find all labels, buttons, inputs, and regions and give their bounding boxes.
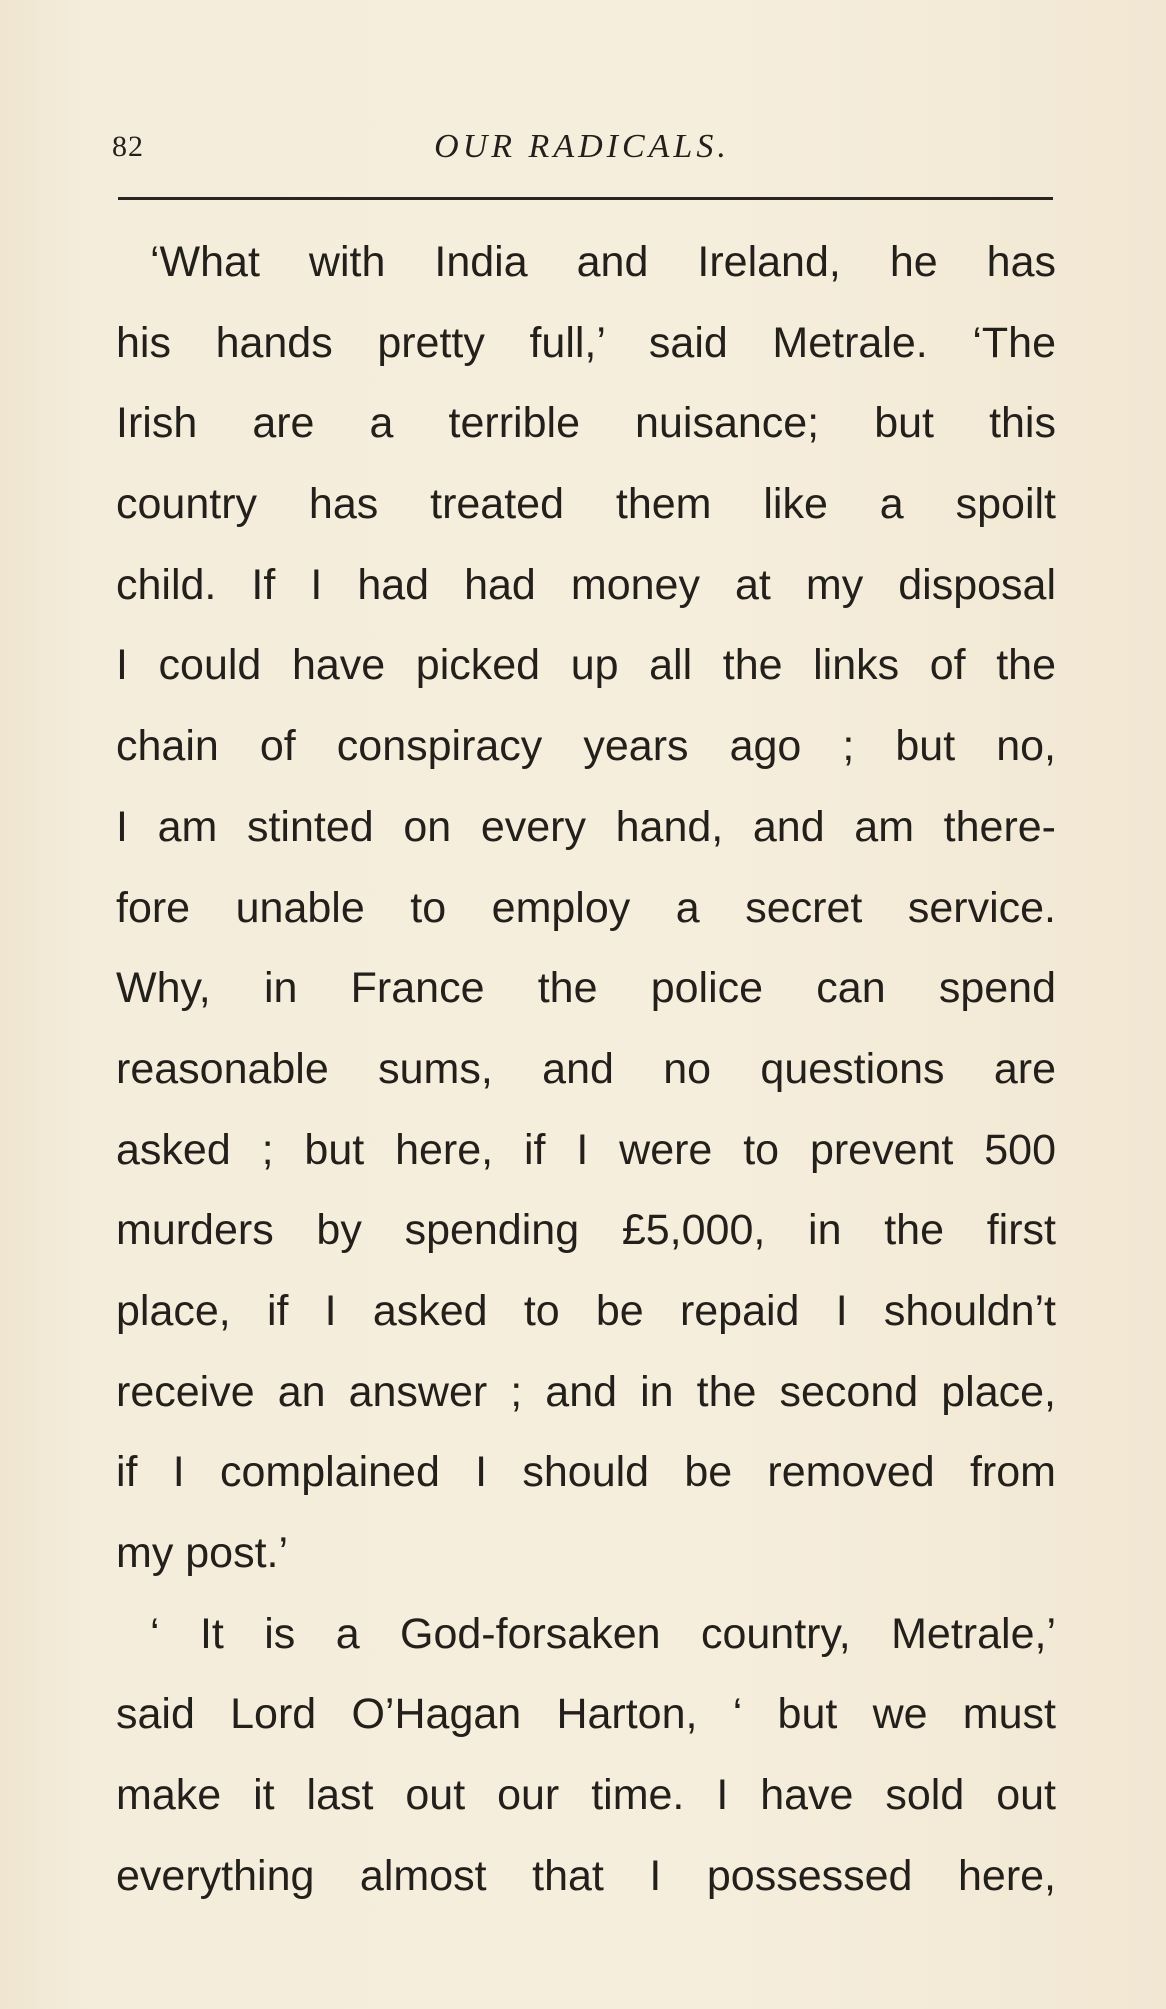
text-line: place, if I asked to be repaid I shouldn’t: [116, 1286, 1056, 1335]
page-header: [112, 118, 1052, 168]
text-line: reasonable sums, and no questions are: [116, 1044, 1056, 1093]
header-rule: [118, 197, 1053, 200]
text-line: Irish are a terrible nuisance; but this: [116, 399, 1056, 448]
text-line: murders by spending £5,000, in the first: [116, 1206, 1056, 1255]
text-line: his hands pretty full,’ said Metrale. ‘The: [116, 318, 1056, 367]
text-line: my post.’: [116, 1529, 289, 1577]
body-text: [116, 222, 1056, 1916]
text-line: everything almost that I possessed here,: [116, 1851, 1056, 1900]
text-line: ‘ It is a God-forsaken country, Metrale,’: [150, 1609, 1056, 1658]
text-line: said Lord O’Hagan Harton, ‘ but we must: [116, 1690, 1056, 1739]
text-line: if I complained I should be removed from: [116, 1448, 1056, 1497]
page-number: 82: [112, 130, 144, 163]
text-line: receive an answer ; and in the second place,: [116, 1367, 1056, 1416]
text-line: fore unable to employ a secret service.: [116, 883, 1056, 932]
text-line: country has treated them like a spoilt: [116, 480, 1056, 529]
text-line: make it last out our time. I have sold out: [116, 1771, 1056, 1820]
text-line: I could have picked up all the links of the: [116, 641, 1056, 690]
running-head: OUR RADICALS.: [434, 128, 730, 165]
text-line: Why, in France the police can spend: [116, 964, 1056, 1013]
text-line: child. If I had had money at my disposal: [116, 560, 1056, 609]
text-line: chain of conspiracy years ago ; but no,: [116, 722, 1056, 771]
text-line: ‘What with India and Ireland, he has: [150, 238, 1056, 286]
text-line: asked ; but here, if I were to prevent 500: [116, 1125, 1056, 1174]
text-line: I am stinted on every hand, and am there-: [116, 802, 1056, 851]
